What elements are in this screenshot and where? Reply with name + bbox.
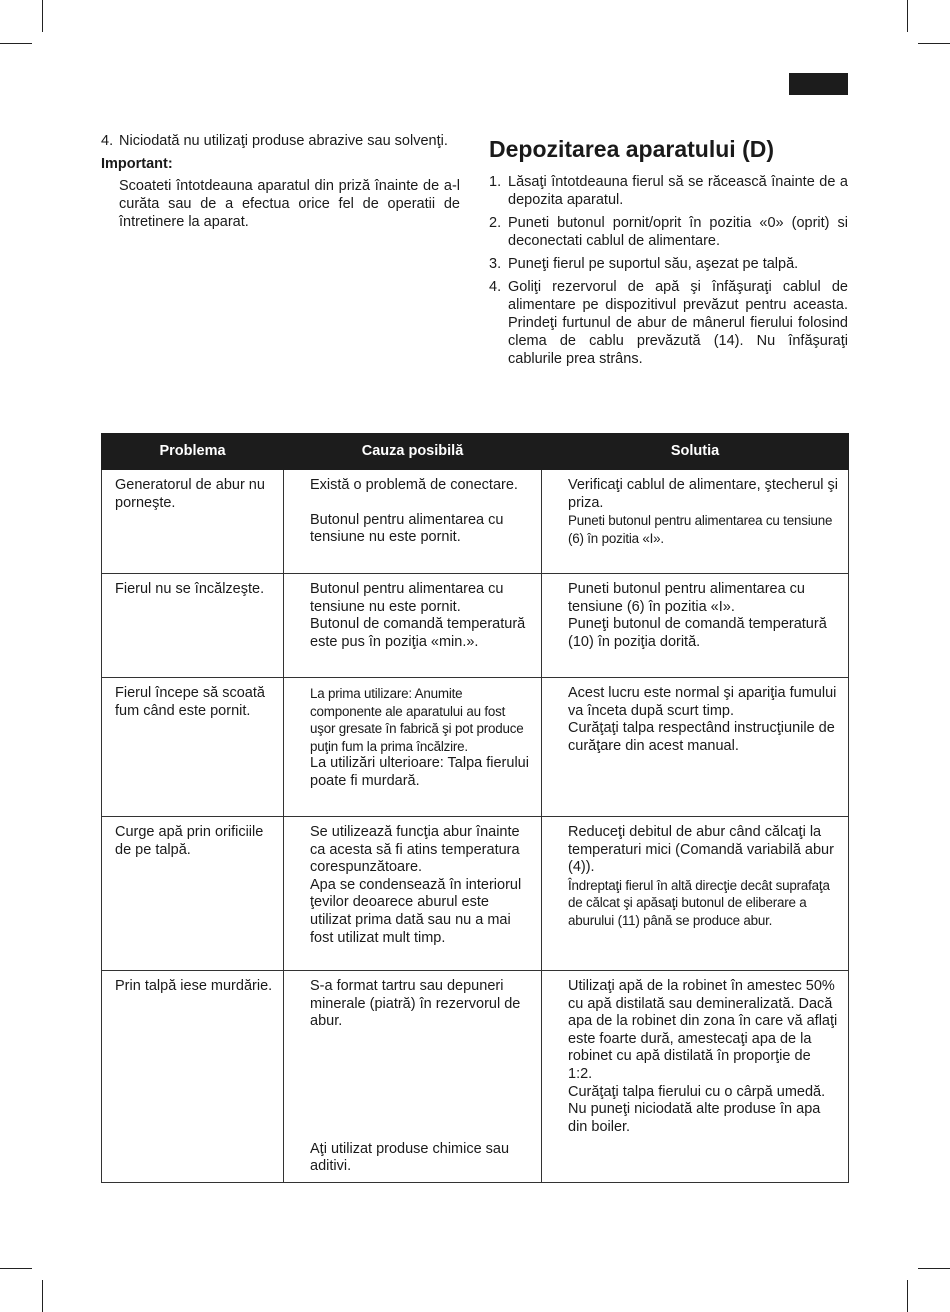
cause-cell	[284, 574, 542, 678]
solution-text: Acest lucru este normal şi apariţia fumului va înceta după scurt timp.	[568, 685, 837, 719]
list-item	[489, 255, 848, 273]
solution-text: Curăţaţi talpa fierului cu o cârpă umedă.	[568, 1083, 826, 1100]
solution-text: Îndreptaţi fierul în altă direcţie decât suprafaţa de călcat şi apăsaţi butonul de eliberare a aburului (11) până se produce abur.	[568, 877, 830, 928]
cause-cell	[284, 470, 542, 574]
storage-steps	[489, 173, 848, 368]
step-number: 4.	[489, 279, 502, 295]
header-problem: Problema	[102, 434, 284, 470]
solution-cell	[542, 574, 849, 678]
solution-cell	[542, 817, 849, 971]
solution-cell	[542, 971, 849, 1183]
solution-text: Curăţaţi talpa respectând instrucţiunile de curăţare din acest manual.	[568, 720, 835, 754]
crop-mark	[907, 0, 908, 32]
header-solution: Solutia	[542, 434, 849, 470]
cause-text: Apa se condensează în interiorul ţevilor deoarece aburul este utilizat prima dată sau nu a mai fost utilizat mult timp.	[310, 876, 522, 946]
solution-text: Puneti butonul pentru alimentarea cu tensiune (6) în pozitia «I».	[568, 513, 833, 546]
cause-text: La utilizări ulterioare: Talpa fierului poate fi murdară.	[310, 755, 529, 789]
crop-mark	[42, 1280, 43, 1312]
cleaning-steps	[101, 132, 460, 150]
solution-text: Puneti butonul pentru alimentarea cu tensiune (6) în pozitia «I».	[568, 581, 805, 615]
crop-mark	[918, 1268, 950, 1269]
crop-mark	[918, 43, 950, 44]
problem-cell	[102, 678, 284, 817]
crop-mark	[42, 0, 43, 32]
list-item	[101, 132, 460, 150]
step-text: Goliţi rezervorul de apă şi înfăşuraţi cablul de alimentare pe dispozitivul prevăzut pentru aceasta. Prindeţi furtunul de abur de mânerul fierului folosind clema de cablu prevăzută (14). Nu înfăşuraţi cablurile prea strâns.	[508, 279, 848, 367]
cause-text: Există o problemă de conectare.	[310, 477, 518, 493]
cause-text: Butonul pentru alimentarea cu tensiune nu este pornit.	[310, 581, 504, 615]
crop-mark	[907, 1280, 908, 1312]
solution-text: Nu puneţi niciodată alte produse în apa din boiler.	[568, 1101, 821, 1135]
cause-text: La prima utilizare: Anumite componente ale aparatului au fost uşor gresate în fabrică şi pot produce puţin fum la prima încălzire.	[310, 686, 524, 754]
step-number: 3.	[489, 256, 502, 272]
header-cause: Cauza posibilă	[284, 434, 542, 470]
cause-cell	[284, 678, 542, 817]
cause-text: Aţi utilizat produse chimice sau aditivi.	[310, 1140, 510, 1175]
table-row	[102, 817, 849, 971]
table-row	[102, 470, 849, 574]
problem-cell	[102, 574, 284, 678]
solution-cell	[542, 678, 849, 817]
cause-text: Butonul pentru alimentarea cu tensiune nu este pornit.	[310, 511, 504, 546]
solution-cell	[542, 470, 849, 574]
problem-cell	[102, 470, 284, 574]
list-item	[489, 173, 848, 209]
crop-mark	[0, 43, 32, 44]
table-row	[102, 678, 849, 817]
list-item	[489, 278, 848, 368]
table-header-row	[102, 434, 849, 470]
solution-text: Reduceţi debitul de abur când călcaţi la temperaturi mici (Comandă variabilă abur (4)).	[568, 824, 834, 876]
section-title: Depozitarea aparatului (D)	[489, 136, 774, 162]
language-tab-marker	[789, 73, 848, 95]
troubleshooting-table	[101, 433, 849, 1183]
problem-text: Curge apă prin orificiile de pe talpă.	[115, 824, 264, 858]
problem-text: Fierul începe să scoată fum când este pornit.	[115, 685, 265, 719]
table-row	[102, 971, 849, 1183]
cause-cell	[284, 817, 542, 971]
step-text: Lăsaţi întotdeauna fierul să se răcească înainte de a depozita aparatul.	[508, 174, 848, 208]
crop-mark	[0, 1268, 32, 1269]
important-text: Scoateti întotdeauna aparatul din priză înainte de a-l curăta sau de a efectua orice fel de operatii de întretinere la aparat.	[119, 178, 460, 230]
storage-section	[489, 132, 848, 373]
cause-text: Butonul de comandă temperatură este pus în poziţia «min.».	[310, 616, 526, 650]
problem-cell	[102, 971, 284, 1183]
step-text: Puneti butonul pornit/oprit în pozitia «0» (oprit) si deconectati cablul de alimentare.	[508, 215, 848, 249]
step-text: Puneţi fierul pe suportul său, aşezat pe talpă.	[508, 256, 799, 272]
step-number: 4.	[101, 133, 114, 149]
problem-text: Fierul nu se încălzeşte.	[115, 581, 265, 597]
problem-text: Generatorul de abur nu porneşte.	[115, 477, 265, 511]
cause-cell	[284, 971, 542, 1183]
solution-text: Utilizaţi apă de la robinet în amestec 50% cu apă distilată sau demineralizată. Dacă apa de la robinet din zona în care vă aflaţi este foarte dură, amestecaţi apa de la robinet cu apă distilată în proporţie de 1:2.	[568, 978, 838, 1082]
table-row	[102, 574, 849, 678]
problem-cell	[102, 817, 284, 971]
problem-text: Prin talpă iese murdărie.	[115, 978, 273, 994]
solution-text: Puneţi butonul de comandă temperatură (10) în poziţia dorită.	[568, 616, 827, 650]
cause-text: Se utilizează funcţia abur înainte ca acesta să fi atins temperatura corespunzătoare.	[310, 824, 520, 876]
cause-text: S-a format tartru sau depuneri minerale (piatră) în rezervorul de abur.	[310, 978, 521, 1030]
step-number: 1.	[489, 174, 502, 190]
step-number: 2.	[489, 215, 502, 231]
important-label: Important:	[101, 156, 173, 172]
cleaning-continuation	[101, 132, 460, 231]
list-item	[489, 214, 848, 250]
step-text: Niciodată nu utilizaţi produse abrazive sau solvenţi.	[119, 133, 448, 149]
solution-text: Verificaţi cablul de alimentare, ştecherul şi priza.	[568, 477, 838, 511]
